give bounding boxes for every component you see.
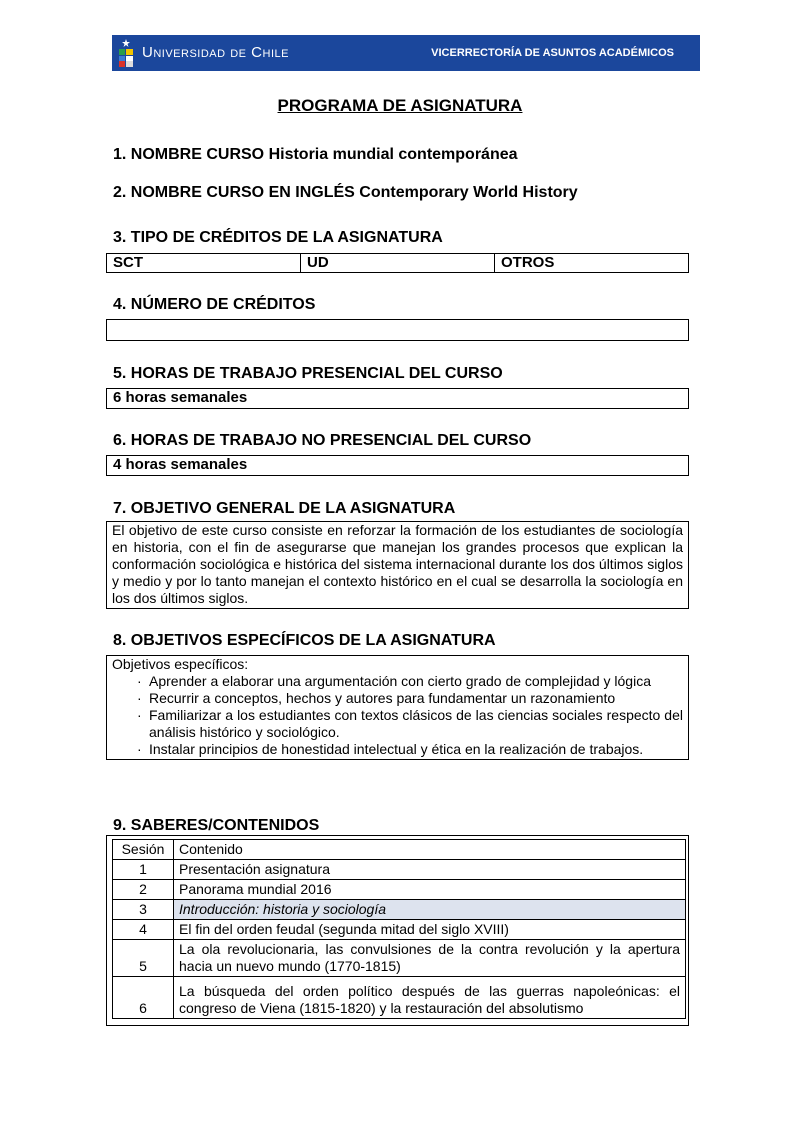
objective-item — [107, 690, 688, 707]
specific-objectives-heading: 8. OBJETIVOS ESPECÍFICOS DE LA ASIGNATURA — [113, 632, 496, 649]
university-logo-icon — [118, 39, 134, 67]
course-name-english-value: Contemporary World History — [359, 184, 578, 201]
objective-item — [107, 741, 688, 758]
specific-objectives-box — [106, 655, 689, 760]
session-content: La búsqueda del orden político después de las guerras napoleónicas: el congreso de Viena (1815-1820) y la restauración del absolutismo — [174, 977, 686, 1019]
credit-type-sct: SCT — [107, 254, 301, 272]
session-number: 4 — [113, 920, 174, 940]
course-name-english-label: 2. NOMBRE CURSO EN INGLÉS — [113, 184, 355, 201]
objective-text: Instalar principios de honestidad intelectual y ética en la realización de trabajos. — [149, 741, 644, 757]
objective-item — [107, 707, 688, 741]
objective-text: Recurrir a conceptos, hechos y autores para fundamentar un razonamiento — [149, 690, 616, 706]
session-number: 3 — [113, 900, 174, 920]
credit-type-table — [106, 253, 689, 273]
credit-type-heading: 3. TIPO DE CRÉDITOS DE LA ASIGNATURA — [113, 229, 443, 246]
specific-objectives-intro: Objetivos específicos: — [112, 656, 249, 672]
session-content: Panorama mundial 2016 — [174, 880, 686, 900]
general-objective-text: El objetivo de este curso consiste en reforzar la formación de los estudiantes de sociología en historia, con el fin de asegurarse que manejan los grandes procesos que explican la conformación sociológica e histórica del sistema internacional durante los dos últimos siglos y medio y por lo tanto manejan el contexto histórico en el cual se desarrolla la sociología en los dos últimos siglos. — [106, 521, 689, 609]
page-title: PROGRAMA DE ASIGNATURA — [277, 96, 523, 115]
general-objective-heading: 7. OBJETIVO GENERAL DE LA ASIGNATURA — [113, 500, 456, 517]
bullet-icon: · — [137, 741, 142, 757]
table-row — [113, 977, 686, 1019]
course-name-row — [113, 146, 518, 164]
table-row — [113, 900, 686, 920]
in-person-hours-box — [106, 388, 689, 409]
remote-hours-value: 4 horas semanales — [113, 456, 248, 473]
bullet-icon: · — [137, 690, 142, 706]
session-content: El fin del orden feudal (segunda mitad del siglo XVIII) — [174, 920, 686, 940]
course-name-value: Historia mundial contemporánea — [268, 146, 518, 163]
credit-type-ud: UD — [301, 254, 495, 272]
objective-item — [107, 673, 688, 690]
contents-table — [112, 839, 686, 1019]
remote-hours-heading: 6. HORAS DE TRABAJO NO PRESENCIAL DEL CURSO — [113, 432, 532, 449]
specific-objectives-list — [107, 673, 688, 758]
bullet-icon: · — [137, 673, 142, 689]
header-content: Contenido — [174, 840, 686, 860]
session-content: La ola revolucionaria, las convulsiones de la contra revolución y la apertura hacia un nuevo mundo (1770-1815) — [174, 940, 686, 977]
table-row — [113, 920, 686, 940]
session-number: 6 — [113, 977, 174, 1019]
bullet-icon: · — [137, 707, 142, 723]
session-content: Introducción: historia y sociología — [174, 900, 686, 920]
session-number: 5 — [113, 940, 174, 977]
in-person-hours-value: 6 horas semanales — [113, 389, 248, 406]
university-name: Universidad de Chile — [142, 44, 289, 61]
course-name-english-row — [113, 184, 578, 202]
table-row — [113, 860, 686, 880]
credits-heading: 4. NÚMERO DE CRÉDITOS — [113, 296, 316, 313]
table-header-row — [113, 840, 686, 860]
table-row — [113, 880, 686, 900]
session-number: 1 — [113, 860, 174, 880]
office-name: VICERRECTORÍA DE ASUNTOS ACADÉMICOS — [431, 47, 674, 59]
contents-heading: 9. SABERES/CONTENIDOS — [113, 817, 320, 834]
credits-box — [106, 319, 689, 341]
session-content: Presentación asignatura — [174, 860, 686, 880]
objective-text: Familiarizar a los estudiantes con textos clásicos de las ciencias sociales respecto del análisis histórico y sociológico. — [149, 707, 683, 740]
header-banner — [112, 35, 700, 71]
header-session: Sesión — [113, 840, 174, 860]
remote-hours-box — [106, 455, 689, 476]
in-person-hours-heading: 5. HORAS DE TRABAJO PRESENCIAL DEL CURSO — [113, 365, 503, 382]
objective-text: Aprender a elaborar una argumentación con cierto grado de complejidad y lógica — [149, 673, 651, 689]
credit-type-otros: OTROS — [501, 254, 555, 271]
table-row — [113, 940, 686, 977]
course-name-label: 1. NOMBRE CURSO — [113, 146, 265, 163]
session-number: 2 — [113, 880, 174, 900]
